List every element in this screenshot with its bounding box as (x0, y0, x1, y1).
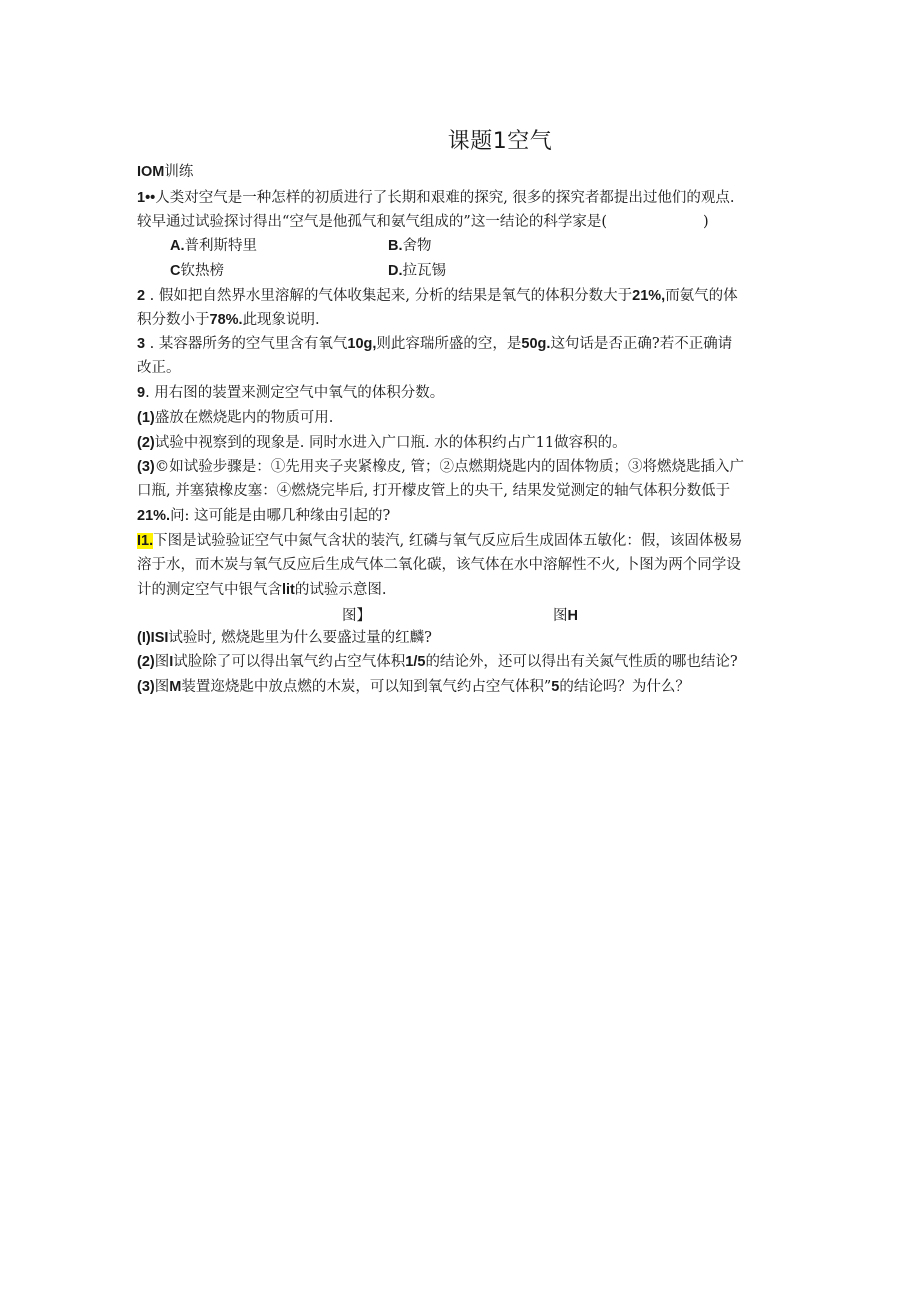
q11-sub2-post: 的结论外，还可以得出有关氮气性质的哪也结论? (425, 654, 738, 670)
q2-text-3: 积分数小于 (137, 312, 210, 328)
q11-bold-word: lit (282, 582, 295, 598)
q11-sub3-fig: M (169, 679, 182, 695)
q11-sub3-post: 的结论吗？为什么？ (559, 679, 690, 695)
q11-sub2-fig: I (169, 654, 174, 670)
q9-sub3-text-2: 口瓶, 并塞猿橡皮塞：④燃烧完毕后, 打开檬皮管上的央干, 结果发觉测定的轴气体积分数低于 (137, 483, 731, 499)
q9-sub3-text: ©如试验步骤是：①先用夹子夹紧橡皮, 管；②点燃期烧匙内的固体物质；③将燃烧匙插入广 (154, 459, 744, 475)
q9-sub1-number: (1) (137, 410, 155, 426)
figure-1-label (342, 604, 371, 625)
option-c-letter: C (170, 263, 181, 279)
q9-sub1-text: 盛放在燃烧匙内的物质可用. (154, 410, 334, 426)
q11-text-1: 下图是试验验证空气中氮气含状的装汽, 红磷与氧气反应后生成固体五敏化：假，该固体极易 (153, 533, 743, 549)
q9-text: . 用右图的装置来测定空气中氧气的体积分数。 (145, 385, 445, 401)
q11-sub2-pre: 图 (154, 654, 170, 670)
q11-text-4: 的试验示意图. (294, 582, 387, 598)
q9-sub3-text-3: 问: 这可能是由哪几种缘由引起的? (170, 508, 391, 524)
q9-sub2-number: (2) (137, 435, 155, 451)
q11-text-3: 计的测定空气中银气含 (137, 582, 282, 598)
q1-line2 (137, 212, 709, 232)
q11-sub3-text: 装置迩烧匙中放点燃的木炭，可以知到氧气约占空气体积” (181, 679, 552, 695)
q1-options-row-2 (170, 261, 446, 281)
q11-number: I1. (137, 533, 154, 549)
page-title: 课题1空气 (447, 129, 553, 154)
q1-option-a (170, 238, 257, 254)
q11-sub2 (137, 652, 738, 672)
q11-sub1 (137, 628, 432, 648)
q2-value-1: 21%, (632, 288, 666, 304)
option-c-text: 钦热榜 (180, 263, 224, 279)
q1-option-b (388, 236, 432, 256)
q1-option-c (170, 263, 224, 279)
q11-sub2-number: (2) (137, 654, 155, 670)
q11-line3 (137, 580, 387, 600)
q11-line2 (137, 555, 741, 575)
q3-text-4: 改正。 (137, 360, 181, 376)
q3-text-2: 则此容瑞所盛的空，是 (376, 336, 522, 352)
q9-line1 (137, 383, 444, 403)
q3-value-2: 50g. (521, 336, 551, 352)
q11-sub3-number: (3) (137, 679, 155, 695)
q11-sub2-value: 1/5 (405, 654, 426, 670)
q11-line1 (137, 531, 742, 551)
q9-sub3-number: (3) (137, 459, 155, 475)
q1-line1 (137, 188, 735, 208)
option-d-text: 拉瓦锡 (402, 263, 446, 279)
q9-sub1 (137, 408, 333, 428)
q1-close-paren: ) (702, 214, 709, 230)
q2-line1 (137, 286, 738, 306)
option-b-letter: B. (388, 238, 403, 254)
q11-sub1-text: 试验时, 燃烧匙里为什么要盛过量的红麟? (168, 630, 432, 646)
q11-sub3-value: 5 (551, 679, 560, 695)
q1-option-d (388, 261, 446, 281)
q9-sub3-line2 (137, 481, 730, 501)
q2-text-4: 此现象说明. (242, 312, 320, 328)
q1-number: 1•• (137, 190, 156, 206)
q9-number: 9 (137, 385, 146, 401)
q3-value-1: 10g, (347, 336, 377, 352)
figure-2-label (553, 604, 578, 625)
q1-options-row-1 (170, 236, 432, 256)
q11-sub1-number: (I)ISI (137, 630, 169, 646)
option-a-text: 普利斯特里 (184, 238, 257, 254)
q9-sub2 (137, 433, 627, 453)
q9-sub2-text: 试验中视察到的现象是. 同时水进入广口瓶. 水的体积约占广11做容积的。 (154, 435, 627, 451)
q3-text-3: 这句话是否正确?若不正确请 (550, 336, 733, 352)
option-a-letter: A. (170, 238, 185, 254)
q2-text-2: 而氨气的体 (665, 288, 738, 304)
q3-text-1: . 某容器所务的空气里含有氧气 (145, 336, 348, 352)
section-label (137, 162, 193, 182)
q11-sub3 (137, 677, 690, 697)
q9-sub3-value: 21%. (137, 508, 171, 524)
section-code: IOM (137, 164, 165, 180)
q1-text-2: 较早通过试验探讨得出“空气是他孤气和氨气组成的”这一结论的科学家是( (137, 214, 607, 230)
q2-number: 2 (137, 288, 146, 304)
figure-2-letter: H (567, 608, 578, 624)
q2-value-2: 78%. (209, 312, 243, 328)
q11-sub2-text: 试脸除了可以得出氧气约占空气体积 (173, 654, 406, 670)
q3-number: 3 (137, 336, 146, 352)
figure-1-text: 图】 (342, 608, 371, 624)
section-text: 训练 (164, 164, 194, 180)
q11-text-2: 溶于水，而木炭与氧气反应后生成气体二氧化碳，该气体在水中溶解性不火, 卜图为两个同学设 (137, 557, 741, 573)
q3-line2 (137, 358, 181, 378)
q9-sub3-line3 (137, 506, 390, 526)
q2-line2 (137, 310, 320, 330)
option-b-text: 舍物 (402, 238, 432, 254)
q9-sub3-line1 (137, 457, 744, 477)
q3-line1 (137, 334, 732, 354)
q1-text-1: 人类对空气是一种怎样的初质进行了长期和艰难的探究, 很多的探究者都提出过他们的观点. (155, 190, 735, 206)
q2-text-1: . 假如把自然界水里溶解的气体收集起来, 分析的结果是氧气的体积分数大于 (145, 288, 633, 304)
q11-sub3-pre: 图 (154, 679, 170, 695)
figure-2-text: 图 (553, 608, 568, 624)
option-d-letter: D. (388, 263, 403, 279)
